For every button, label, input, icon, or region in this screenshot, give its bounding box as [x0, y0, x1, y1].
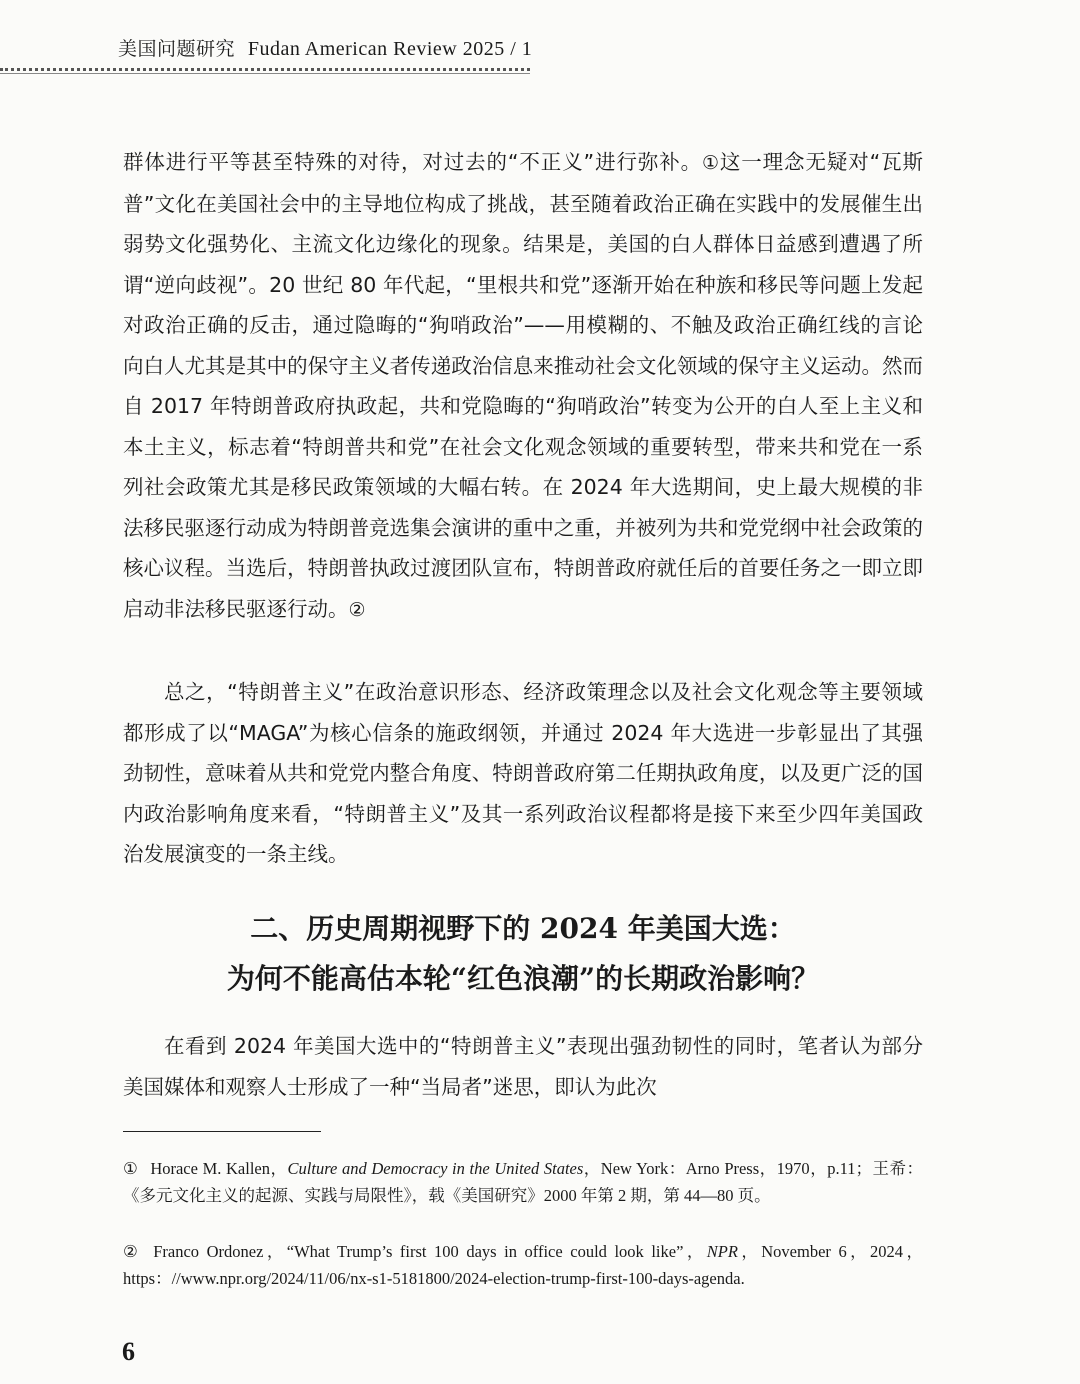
footnote-2-mark: ②: [123, 1242, 142, 1261]
footnote-2: [123, 1238, 923, 1292]
footnote-2-rest: ，November 6，2024，https：//www.npr.org/2024/11/06/nx-s1-5181800/2024-election-trump-first-100-days-agenda.: [123, 1242, 923, 1288]
paragraph-1: [123, 142, 923, 630]
paragraph-1-text-b: 这一理念无疑对“瓦斯普”文化在美国社会中的主导地位构成了挑战，甚至随着政治正确在实践中的发展催生出弱势文化强势化、主流文化边缘化的现象。结果是，美国的白人群体日益感到遭遇了所谓“逆向歧视”。20 世纪 80 年代起，“里根共和党”逐渐开始在种族和移民等问题上发起对政治正确的反击，通过隐晦的“狗哨政治”——用模糊的、不触及政治正确红线的言论向白人尤其是其中的保守主义者传递政治信息来推动社会文化领域的保守主义运动。然而自 2017 年特朗普政府执政起，共和党隐晦的“狗哨政治”转变为公开的白人至上主义和本土主义，标志着“特朗普共和党”在社会文化观念领域的重要转型，带来共和党在一系列社会政策尤其是移民政策领域的大幅右转。在 2024 年大选期间，史上最大规模的非法移民驱逐行动成为特朗普竞选集会演讲的重中之重，并被列为共和党党纲中社会政策的核心议程。当选后，特朗普执政过渡团队宣布，特朗普政府就任后的首要任务之一即立即启动非法移民驱逐行动。: [123, 150, 923, 621]
section-heading: [123, 904, 923, 1004]
footnote-1: [123, 1155, 923, 1209]
footnote-1-author: Horace M. Kallen，: [150, 1159, 288, 1178]
section-heading-line-1: 二、历史周期视野下的 2024 年美国大选：: [250, 912, 796, 945]
footnote-ref-2[interactable]: ②: [348, 598, 366, 621]
footnote-1-title: Culture and Democracy in the United States: [287, 1159, 584, 1178]
paragraph-3: 在看到 2024 年美国大选中的“特朗普主义”表现出强劲韧性的同时，笔者认为部分美国媒体和观察人士形成了一种“当局者”迷思，即认为此次: [123, 1034, 923, 1099]
paragraph-2: 总之，“特朗普主义”在政治意识形态、经济政策理念以及社会文化观念等主要领域都形成了以“MAGA”为核心信条的施政纲领，并通过 2024 年大选进一步彰显出了其强劲韧性，意味着从共和党党内整合角度、特朗普政府第二任期执政角度，以及更广泛的国内政治影响角度来看，“特朗普主义”及其一系列政治议程都将是接下来至少四年美国政治发展演变的一条主线。: [123, 680, 923, 866]
footnote-ref-1[interactable]: ①: [701, 152, 720, 174]
paragraph-1-text-a: 群体进行平等甚至特殊的对待，对过去的“不正义”进行弥补。: [123, 150, 702, 174]
footnote-2-author: Franco Ordonez，“What Trump’s first 100 days in office could look like”，: [153, 1242, 707, 1261]
journal-title-en: Fudan American Review 2025 / 1: [247, 38, 533, 60]
page-number: 6: [122, 1337, 135, 1366]
footnote-1-mark: ①: [123, 1159, 139, 1178]
journal-title-cn: 美国问题研究: [118, 38, 236, 60]
header-rule: [0, 68, 530, 71]
running-header: [118, 34, 532, 61]
header-rule-thin: [0, 73, 530, 74]
footnote-rule: [123, 1131, 321, 1132]
section-heading-line-2: 为何不能高估本轮“红色浪潮”的长期政治影响？: [226, 962, 820, 995]
footnote-1-rest: ，New York：Arno Press，1970，p.11；王希：《多元文化主义的起源、实践与局限性》，载《美国研究》2000 年第 2 期，第 44—80 页。: [123, 1159, 924, 1205]
footnote-2-source: NPR: [706, 1242, 738, 1261]
